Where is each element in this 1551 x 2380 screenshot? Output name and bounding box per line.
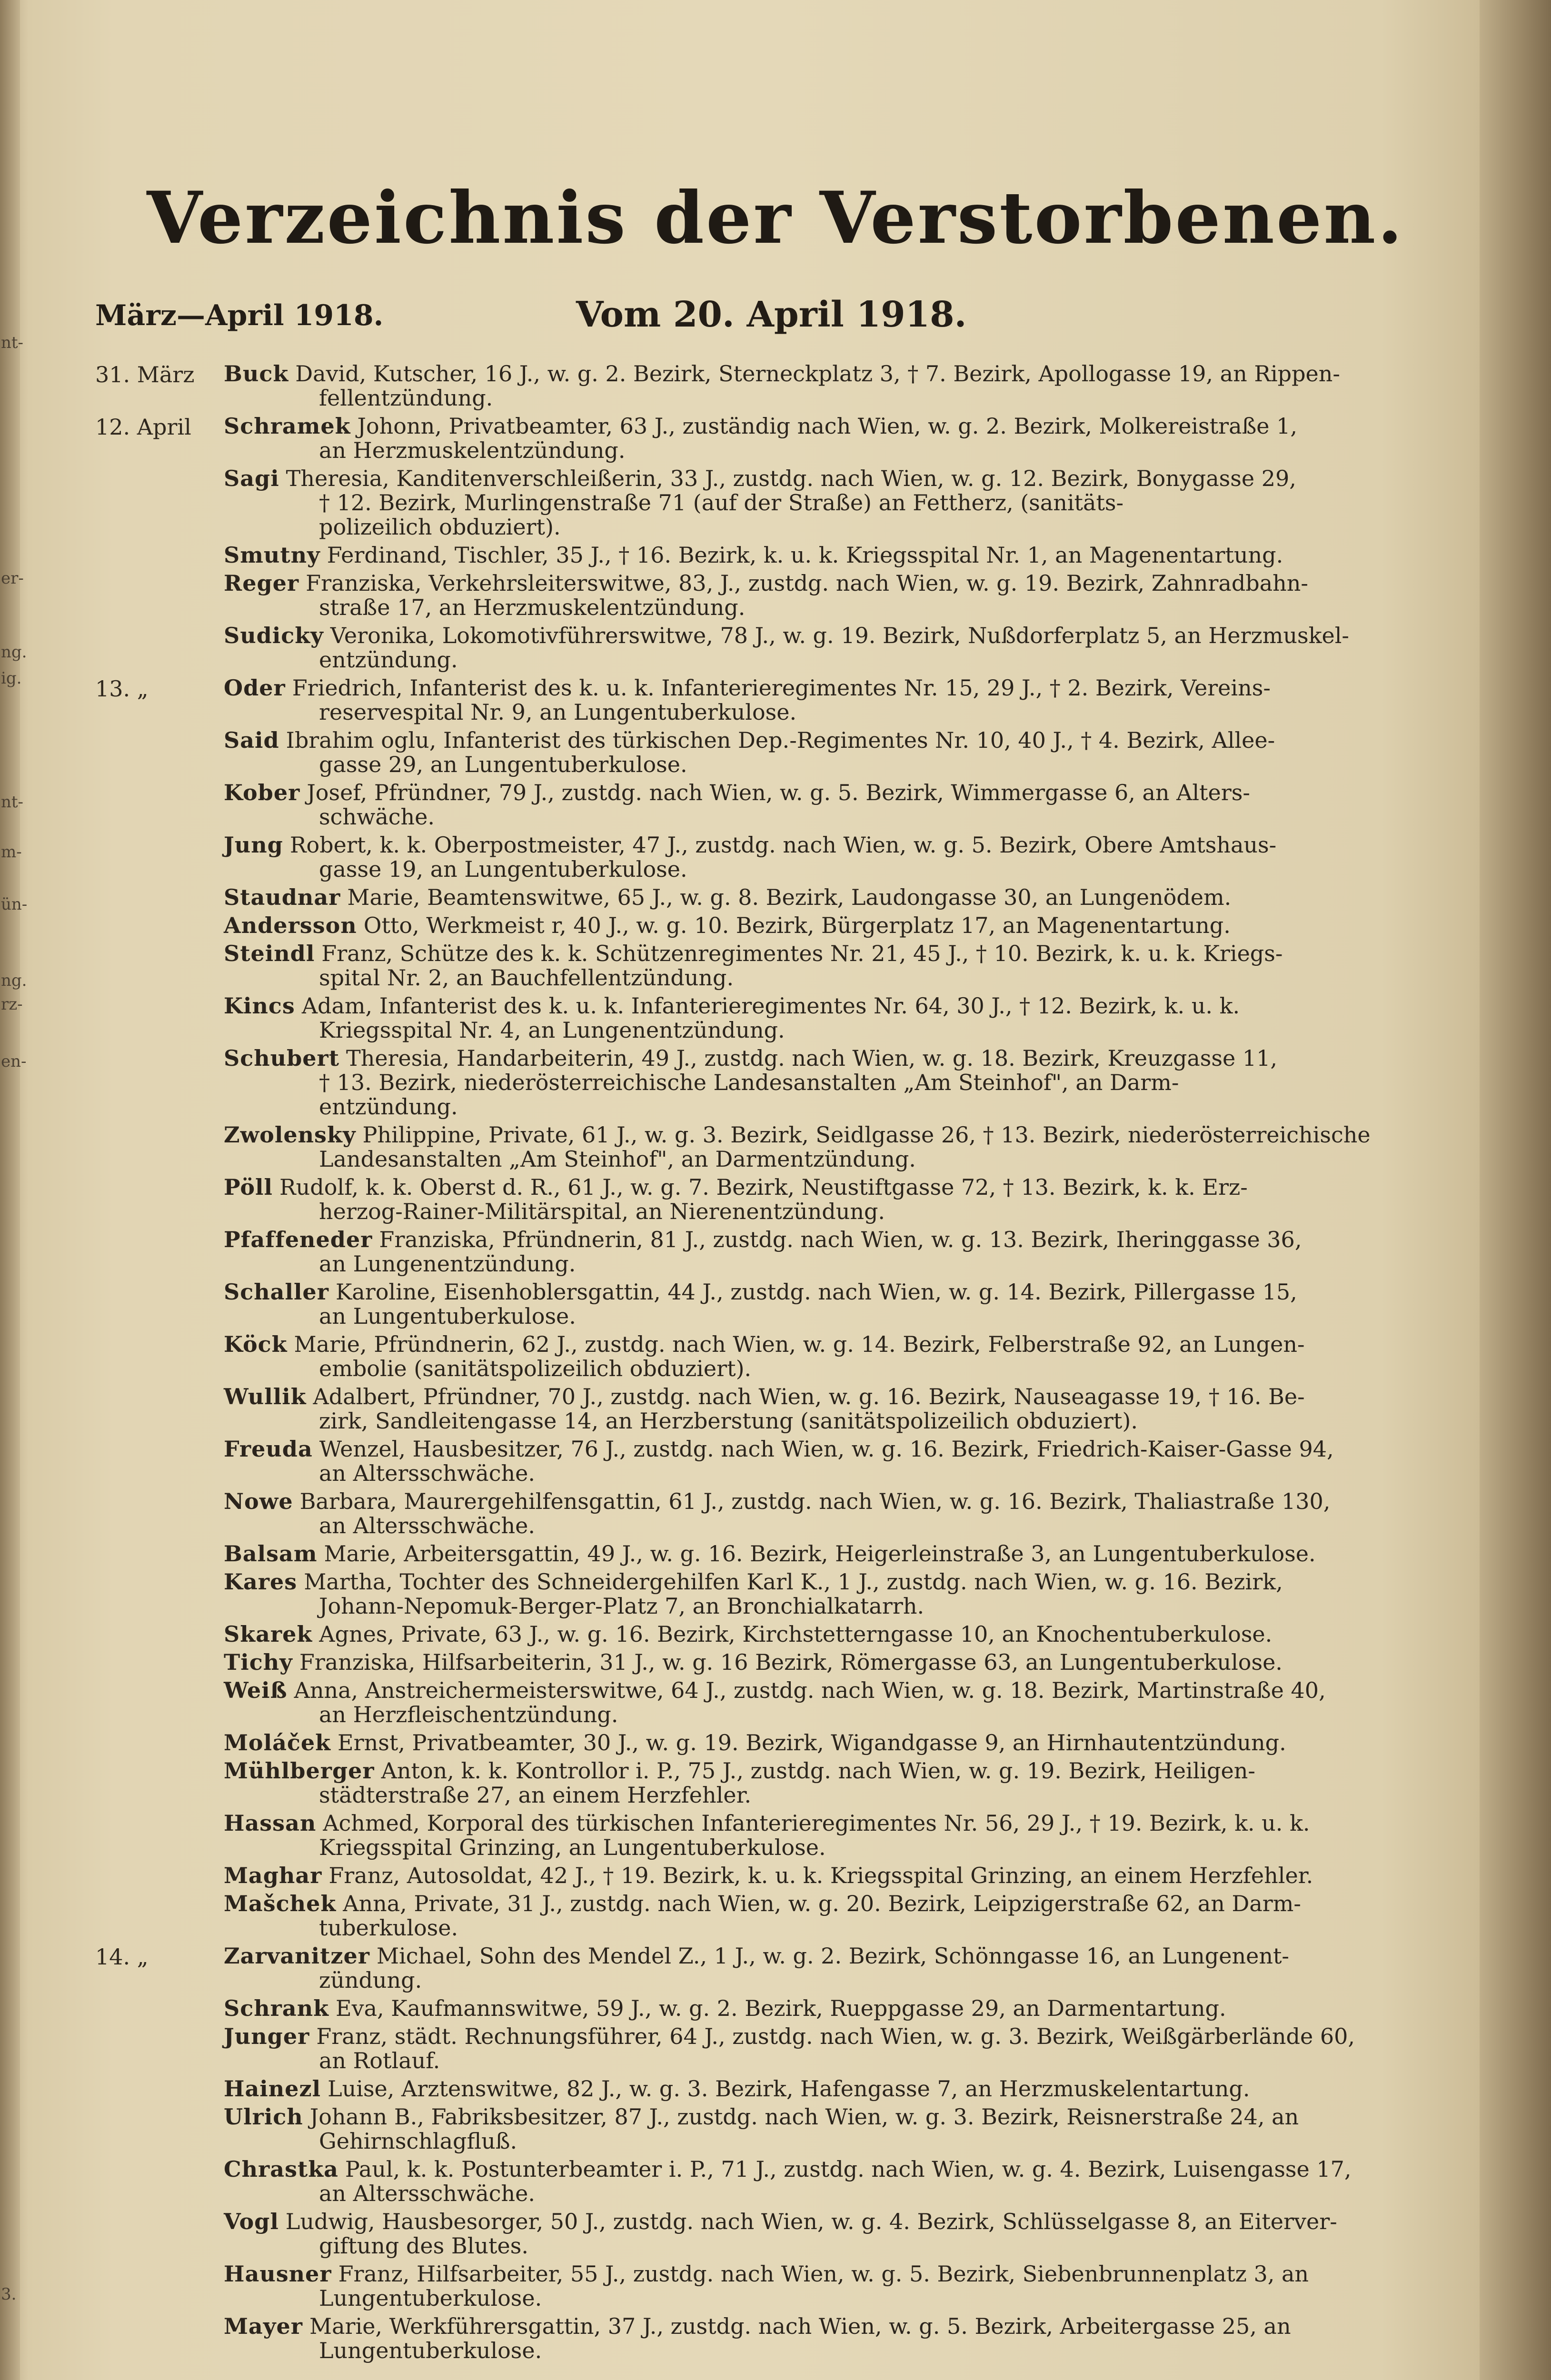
deceased-surname: Smutny (224, 542, 320, 568)
entry-text (224, 1944, 1390, 1993)
margin-fragment: m- (1, 843, 22, 862)
deceased-surname: Chrastka (224, 2156, 338, 2182)
deceased-surname: Hainezl (224, 2076, 321, 2102)
deceased-surname: Schubert (224, 1045, 340, 1071)
deceased-surname: Köck (224, 1331, 288, 1357)
entry-line: Franziska, Hilfsarbeiterin, 31 J., w. g. 16 Bezirk, Römergasse 63, an Lungentuberkulose. (299, 1649, 1283, 1675)
entry-line: Karoline, Eisenhoblersgattin, 44 J., zustdg. nach Wien, w. g. 14. Bezirk, Pillergasse 15, (335, 1279, 1297, 1305)
deceased-surname: Said (224, 727, 279, 753)
entry-text (224, 942, 1390, 990)
entry-text (224, 2262, 1390, 2311)
entry-text (224, 1892, 1390, 1940)
margin-fragment: nt- (1, 793, 24, 812)
entry-line: Eva, Kaufmannswitwe, 59 J., w. g. 2. Bezirk, Rueppgasse 29, an Darmentartung. (336, 1995, 1226, 2021)
entry-line: Franziska, Pfründnerin, 81 J., zustdg. nach Wien, w. g. 13. Bezirk, Iheringgasse 36, (379, 1227, 1302, 1252)
entry-line: Wenzel, Hausbesitzer, 76 J., zustdg. nach Wien, w. g. 16. Bezirk, Friedrich-Kaiser-Gasse 94, (319, 1436, 1334, 1462)
deceased-surname: Kares (224, 1569, 298, 1595)
entry-text (224, 362, 1390, 410)
deceased-surname: Hausner (224, 2261, 332, 2287)
entry-text (224, 1678, 1390, 1727)
entry-continuation-line: städterstraße 27, an einem Herzfehler. (319, 1782, 752, 1808)
entry-continuation-line: reservespital Nr. 9, an Lungentuberkulose. (319, 699, 797, 725)
entry-continuation-line: polizeilich obduziert). (319, 514, 561, 540)
entry-continuation-line: † 12. Bezirk, Murlingenstraße 71 (auf der Straße) an Fettherz, (sanitäts- (319, 490, 1124, 516)
entry-line: Marie, Werkführersgattin, 37 J., zustdg. nach Wien, w. g. 5. Bezirk, Arbeitergasse 25, an (309, 2313, 1291, 2339)
entry-line: Achmed, Korporal des türkischen Infanterieregimentes Nr. 56, 29 J., † 19. Bezirk, k. u. k. (323, 1810, 1310, 1836)
entry-continuation-line: an Altersschwäche. (319, 2181, 535, 2206)
deceased-surname: Zwolensky (224, 1122, 356, 1148)
deceased-surname: Mayer (224, 2313, 303, 2339)
deceased-surname: Pfaffeneder (224, 1227, 373, 1252)
entry-text (224, 781, 1390, 829)
margin-fragment: ng. (1, 643, 27, 662)
deceased-surname: Moláček (224, 1730, 331, 1755)
entry-continuation-line: Johann-Nepomuk-Berger-Platz 7, an Bronchialkatarrh. (319, 1593, 925, 1619)
deceased-surname: Skarek (224, 1621, 313, 1647)
margin-fragment: ng. (1, 971, 27, 990)
deceased-surname: Schrank (224, 1995, 329, 2021)
entry-line: Rudolf, k. k. Oberst d. R., 61 J., w. g. 7. Bezirk, Neustiftgasse 72, † 13. Bezirk, k. k. Erz- (279, 1174, 1248, 1200)
entry-continuation-line: Lungentuberkulose. (319, 2338, 542, 2363)
entry-continuation-line: Gehirnschlagfluß. (319, 2128, 517, 2154)
entry-text (224, 1228, 1390, 1276)
entry-continuation-line: Landesanstalten „Am Steinhof", an Darmentzündung. (319, 1146, 916, 1172)
deceased-surname: Sudicky (224, 623, 324, 648)
deceased-surname: Hassan (224, 1810, 317, 1836)
deceased-surname: Maghar (224, 1863, 322, 1888)
deceased-surname: Oder (224, 675, 286, 701)
entry-continuation-line: an Herzfleischentzündung. (319, 1702, 618, 1727)
entry-line: Marie, Pfründnerin, 62 J., zustdg. nach Wien, w. g. 14. Bezirk, Felberstraße 92, an Lungen- (294, 1331, 1305, 1357)
entry-continuation-line: Lungentuberkulose. (319, 2285, 542, 2311)
entry-line: Friedrich, Infanterist des k. u. k. Infanterieregimentes Nr. 15, 29 J., † 2. Bezirk, Vereins- (292, 675, 1271, 701)
deceased-surname: Mašchek (224, 1891, 337, 1916)
entry-continuation-line: an Rotlauf. (319, 2048, 440, 2073)
entry-line: Otto, Werkmeist r, 40 J., w. g. 10. Bezirk, Bürgerplatz 17, an Magenentartung. (363, 912, 1231, 938)
deceased-surname: Buck (224, 361, 289, 387)
entry-continuation-line: entzündung. (319, 647, 458, 673)
entry-line: Ludwig, Hausbesorger, 50 J., zustdg. nach Wien, w. g. 4. Bezirk, Schlüsselgasse 8, an Eiterver- (285, 2209, 1337, 2234)
entry-text (224, 2105, 1390, 2153)
deceased-surname: Kober (224, 780, 300, 805)
entry-continuation-line: † 13. Bezirk, niederösterreichische Landesanstalten „Am Steinhof", an Darm- (319, 1070, 1179, 1095)
entry-text (224, 1759, 1390, 1807)
entry-date: 31. März (95, 362, 195, 387)
left-binding-edge (0, 0, 20, 2380)
entry-text (224, 543, 1390, 567)
entry-text (224, 1175, 1390, 1224)
entry-date: 12. April (95, 414, 191, 440)
entry-text (224, 2024, 1390, 2073)
entry-continuation-line: entzündung. (319, 1094, 458, 1120)
period-heading: März—April 1918. (95, 299, 384, 332)
deceased-surname: Balsam (224, 1541, 318, 1567)
entry-continuation-line: zündung. (319, 1967, 422, 1993)
entry-line: Marie, Arbeitersgattin, 49 J., w. g. 16. Bezirk, Heigerleinstraße 3, an Lungentuberkulose. (324, 1541, 1316, 1567)
entry-text (224, 1570, 1390, 1618)
entry-text (224, 1542, 1390, 1566)
deceased-surname: Zarvanitzer (224, 1943, 370, 1969)
deceased-surname: Pöll (224, 1174, 273, 1200)
entry-text (224, 1650, 1390, 1675)
deceased-surname: Jung (224, 832, 283, 858)
entry-text (224, 994, 1390, 1042)
margin-fragment: nt- (1, 333, 24, 352)
entry-line: Michael, Sohn des Mendel Z., 1 J., w. g. 2. Bezirk, Schönngasse 16, an Lungenent- (376, 1943, 1289, 1969)
entry-text (224, 1489, 1390, 1538)
entry-text (224, 913, 1390, 938)
entry-text (224, 1731, 1390, 1755)
entry-text (224, 2157, 1390, 2206)
entry-continuation-line: Kriegsspital Nr. 4, an Lungenentzündung. (319, 1017, 785, 1043)
entry-text (224, 1385, 1390, 1433)
deceased-surname: Schramek (224, 413, 351, 439)
deceased-surname: Vogl (224, 2209, 279, 2234)
deceased-surname: Sagi (224, 466, 279, 491)
entry-line: Franz, Schütze des k. k. Schützenregimentes Nr. 21, 45 J., † 10. Bezirk, k. u. k. Kriegs- (321, 941, 1283, 966)
entry-line: Ernst, Privatbeamter, 30 J., w. g. 19. Bezirk, Wigandgasse 9, an Hirnhautentzündung. (338, 1730, 1286, 1755)
entry-continuation-line: spital Nr. 2, an Bauchfellentzündung. (319, 965, 734, 991)
issue-date-heading: Vom 20. April 1918. (576, 294, 967, 335)
entry-text (224, 1996, 1390, 2021)
entry-line: Anna, Anstreichermeisterswitwe, 64 J., zustdg. nach Wien, w. g. 18. Bezirk, Martinstraße 40, (294, 1677, 1326, 1703)
entry-text (224, 728, 1390, 777)
margin-fragment: rz- (1, 995, 23, 1014)
entry-continuation-line: straße 17, an Herzmuskelentzündung. (319, 595, 746, 620)
entry-text (224, 1864, 1390, 1888)
entry-line: Ferdinand, Tischler, 35 J., † 16. Bezirk, k. u. k. Kriegsspital Nr. 1, an Magenentartung. (327, 542, 1283, 568)
deceased-surname: Wullik (224, 1384, 307, 1409)
entry-line: Barbara, Maurergehilfensgattin, 61 J., zustdg. nach Wien, w. g. 16. Bezirk, Thaliastraße 130, (299, 1488, 1331, 1514)
deceased-surname: Schaller (224, 1279, 329, 1305)
entry-text (224, 885, 1390, 910)
entry-text (224, 676, 1390, 724)
entry-line: Franziska, Verkehrsleiterswitwe, 83, J., zustdg. nach Wien, w. g. 19. Bezirk, Zahnradbahn- (306, 570, 1308, 596)
entry-date: 13. „ (95, 676, 149, 702)
entry-continuation-line: an Altersschwäche. (319, 1460, 535, 1486)
entry-text (224, 1280, 1390, 1329)
entry-text (224, 2077, 1390, 2101)
entry-line: Ibrahim oglu, Infanterist des türkischen Dep.-Regimentes Nr. 10, 40 J., † 4. Bezirk, Allee- (286, 727, 1275, 753)
entry-line: Johann B., Fabriksbesitzer, 87 J., zustdg. nach Wien, w. g. 3. Bezirk, Reisnerstraße 24, an (309, 2104, 1299, 2130)
deceased-surname: Kincs (224, 993, 295, 1019)
entry-continuation-line: gasse 19, an Lungentuberkulose. (319, 856, 687, 882)
entry-line: Adalbert, Pfründner, 70 J., zustdg. nach Wien, w. g. 16. Bezirk, Nauseagasse 19, † 16. Be- (313, 1384, 1305, 1409)
margin-fragment: ün- (1, 895, 28, 914)
entry-text (224, 1332, 1390, 1381)
entry-text (224, 1123, 1390, 1171)
entry-text (224, 2314, 1390, 2363)
entry-continuation-line: zirk, Sandleitengasse 14, an Herzberstung (sanitätspolizeilich obduziert). (319, 1408, 1138, 1434)
entry-text (224, 624, 1390, 672)
deceased-surname: Ulrich (224, 2104, 303, 2130)
deceased-surname: Freuda (224, 1436, 313, 1462)
deceased-surname: Andersson (224, 912, 357, 938)
deceased-surname: Nowe (224, 1488, 293, 1514)
entry-line: Veronika, Lokomotivführerswitwe, 78 J., w. g. 19. Bezirk, Nußdorferplatz 5, an Herzmuskel- (330, 623, 1349, 648)
deceased-surname: Junger (224, 2023, 310, 2049)
entry-continuation-line: herzog-Rainer-Militärspital, an Nierenentzündung. (319, 1199, 885, 1224)
entry-continuation-line: an Lungenentzündung. (319, 1251, 576, 1277)
deceased-surname: Tichy (224, 1649, 293, 1675)
entry-continuation-line: an Lungentuberkulose. (319, 1303, 576, 1329)
entry-text (224, 571, 1390, 620)
entry-text (224, 2210, 1390, 2258)
entry-continuation-line: gasse 29, an Lungentuberkulose. (319, 752, 687, 777)
entry-line: Agnes, Private, 63 J., w. g. 16. Bezirk, Kirchstetterngasse 10, an Knochentuberkulose. (319, 1621, 1273, 1647)
entry-continuation-line: an Herzmuskelentzündung. (319, 437, 626, 463)
entry-line: Martha, Tochter des Schneidergehilfen Karl K., 1 J., zustdg. nach Wien, w. g. 16. Bezirk, (304, 1569, 1283, 1595)
margin-fragment: en- (1, 1052, 27, 1071)
entry-line: Theresia, Handarbeiterin, 49 J., zustdg. nach Wien, w. g. 18. Bezirk, Kreuzgasse 11, (346, 1045, 1277, 1071)
deceased-surname: Weiß (224, 1677, 288, 1703)
deceased-surname: Reger (224, 570, 299, 596)
entry-line: Philippine, Private, 61 J., w. g. 3. Bezirk, Seidlgasse 26, † 13. Bezirk, niederösterreichische (362, 1122, 1371, 1148)
entry-continuation-line: fellentzündung. (319, 385, 493, 411)
entry-text (224, 1622, 1390, 1646)
entry-line: Josef, Pfründner, 79 J., zustdg. nach Wien, w. g. 5. Bezirk, Wimmergasse 6, an Alters- (307, 780, 1250, 805)
entry-line: Adam, Infanterist des k. u. k. Infanterieregimentes Nr. 64, 30 J., † 12. Bezirk, k. u. k. (301, 993, 1240, 1019)
entry-continuation-line: schwäche. (319, 804, 435, 830)
right-page-edge (1480, 0, 1551, 2380)
deceased-surname: Steindl (224, 941, 315, 966)
entry-text (224, 1046, 1390, 1119)
entry-line: Franz, Autosoldat, 42 J., † 19. Bezirk, k. u. k. Kriegsspital Grinzing, an einem Herzfehler. (328, 1863, 1313, 1888)
entry-line: Anna, Private, 31 J., zustdg. nach Wien, w. g. 20. Bezirk, Leipzigerstraße 62, an Darm- (343, 1891, 1301, 1916)
entry-line: Franz, Hilfsarbeiter, 55 J., zustdg. nach Wien, w. g. 5. Bezirk, Siebenbrunnenplatz 3, an (338, 2261, 1309, 2287)
entry-line: Anton, k. k. Kontrollor i. P., 75 J., zustdg. nach Wien, w. g. 19. Bezirk, Heiligen- (381, 1758, 1255, 1784)
entry-text (224, 414, 1390, 463)
entry-date: 14. „ (95, 1944, 149, 1970)
entry-text (224, 833, 1390, 882)
deceased-surname: Staudnar (224, 884, 341, 910)
deceased-surname: Mühlberger (224, 1758, 375, 1784)
page-title: Verzeichnis der Verstorbenen. (147, 176, 1404, 260)
margin-fragment: ig. (1, 669, 22, 688)
entry-continuation-line: giftung des Blutes. (319, 2233, 528, 2259)
entry-line: Robert, k. k. Oberpostmeister, 47 J., zustdg. nach Wien, w. g. 5. Bezirk, Obere Amtshaus- (289, 832, 1277, 858)
entry-line: Johonn, Privatbeamter, 63 J., zuständig nach Wien, w. g. 2. Bezirk, Molkereistraße 1, (357, 413, 1298, 439)
margin-fragment: er- (1, 569, 24, 588)
entry-continuation-line: Kriegsspital Grinzing, an Lungentuberkulose. (319, 1835, 826, 1860)
entry-line: Marie, Beamtenswitwe, 65 J., w. g. 8. Bezirk, Laudongasse 30, an Lungenödem. (347, 884, 1232, 910)
entry-text (224, 466, 1390, 539)
entry-line: Theresia, Kanditenverschleißerin, 33 J., zustdg. nach Wien, w. g. 12. Bezirk, Bonygasse 29, (286, 466, 1296, 491)
entry-continuation-line: tuberkulose. (319, 1915, 458, 1941)
entry-continuation-line: embolie (sanitätspolizeilich obduziert). (319, 1356, 752, 1381)
entry-text (224, 1811, 1390, 1860)
entry-line: Paul, k. k. Postunterbeamter i. P., 71 J., zustdg. nach Wien, w. g. 4. Bezirk, Luisengasse 17, (345, 2156, 1352, 2182)
margin-fragment: 3. (1, 2285, 17, 2304)
entry-continuation-line: an Altersschwäche. (319, 1513, 535, 1538)
entry-text (224, 1437, 1390, 1486)
entry-line: Franz, städt. Rechnungsführer, 64 J., zustdg. nach Wien, w. g. 3. Bezirk, Weißgärberlände 60, (316, 2023, 1355, 2049)
entry-line: David, Kutscher, 16 J., w. g. 2. Bezirk, Sterneckplatz 3, † 7. Bezirk, Apollogasse 19, an Rippen- (295, 361, 1340, 387)
entry-line: Luise, Arztenswitwe, 82 J., w. g. 3. Bezirk, Hafengasse 7, an Herzmuskelentartung. (328, 2076, 1250, 2102)
